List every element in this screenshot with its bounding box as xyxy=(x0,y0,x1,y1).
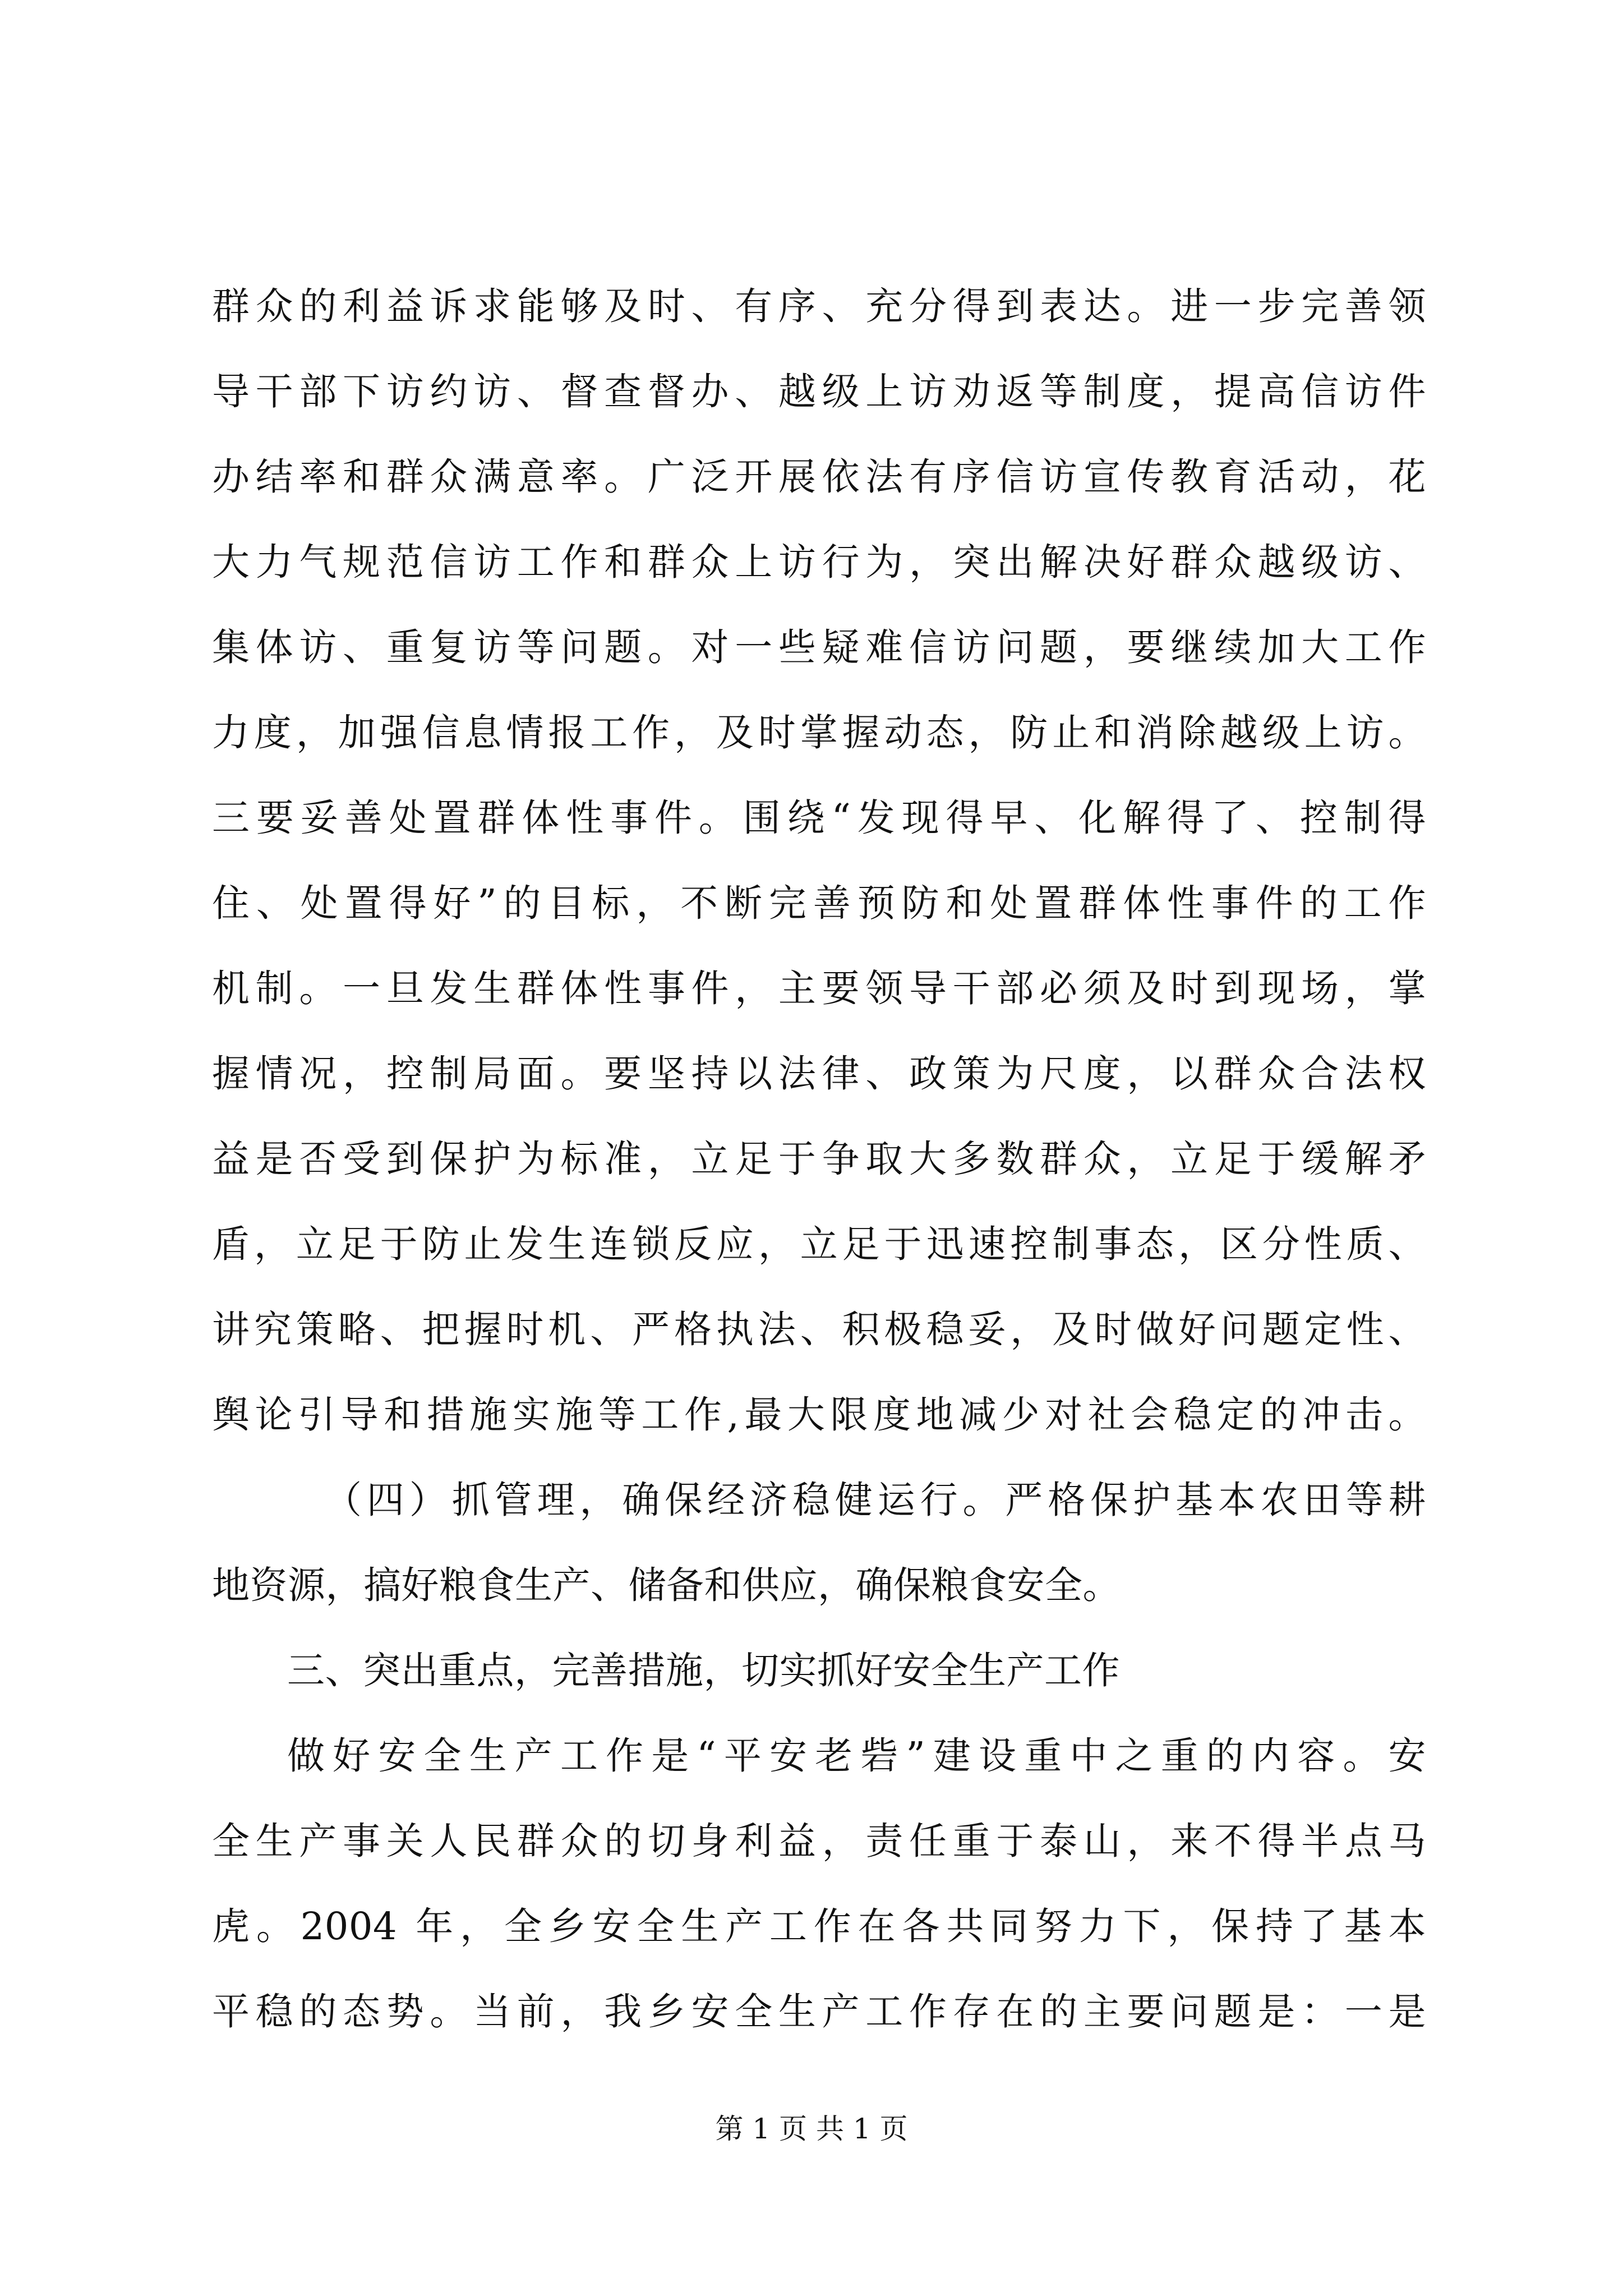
text-line: 益是否受到保护为标准，立足于争取大多数群众，立足于缓解矛 xyxy=(212,1137,1426,1181)
text-line: 群众的利益诉求能够及时、有序、充分得到表达。进一步完善领 xyxy=(212,284,1426,328)
text-line: 大力气规范信访工作和群众上访行为，突出解决好群众越级访、 xyxy=(212,540,1426,584)
text-line-paragraph-start: （四）抓管理，确保经济稳健运行。严格保护基本农田等耕 xyxy=(324,1478,1426,1522)
text-line: 虎。2004 年，全乡安全生产工作在各共同努力下，保持了基本 xyxy=(212,1904,1426,1948)
text-line: 机制。一旦发生群体性事件，主要领导干部必须及时到现场，掌 xyxy=(212,967,1426,1010)
text-line: 导干部下访约访、督查督办、越级上访劝返等制度，提高信访件 xyxy=(212,370,1426,413)
page-footer: 第 1 页 共 1 页 xyxy=(715,2113,908,2145)
section-heading: 三、突出重点，完善措施，切实抓好安全生产工作 xyxy=(287,1649,1120,1692)
text-line: 讲究策略、把握时机、严格执法、积极稳妥，及时做好问题定性、 xyxy=(212,1308,1426,1351)
text-line: 三要妥善处置群体性事件。围绕“发现得早、化解得了、控制得 xyxy=(212,796,1426,840)
text-line: 平稳的态势。当前，我乡安全生产工作存在的主要问题是：一是 xyxy=(212,1990,1426,2033)
text-line: 力度，加强信息情报工作，及时掌握动态，防止和消除越级上访。 xyxy=(212,711,1426,754)
body-text xyxy=(212,264,1426,2054)
text-line-paragraph-start: 做好安全生产工作是“平安老砦”建设重中之重的内容。安 xyxy=(287,1734,1426,1778)
text-line: 地资源，搞好粮食生产、储备和供应，确保粮食安全。 xyxy=(212,1563,1121,1607)
text-line: 盾，立足于防止发生连锁反应，立足于迅速控制事态，区分性质、 xyxy=(212,1222,1426,1266)
text-line: 舆论引导和措施实施等工作,最大限度地减少对社会稳定的冲击。 xyxy=(212,1393,1426,1437)
text-line: 集体访、重复访等问题。对一些疑难信访问题，要继续加大工作 xyxy=(212,625,1426,669)
text-line: 握情况，控制局面。要坚持以法律、政策为尺度，以群众合法权 xyxy=(212,1052,1426,1096)
text-line: 办结率和群众满意率。广泛开展依法有序信访宣传教育活动，花 xyxy=(212,455,1426,499)
text-line: 住、处置得好”的目标，不断完善预防和处置群体性事件的工作 xyxy=(212,881,1426,925)
text-line: 全生产事关人民群众的切身利益，责任重于泰山，来不得半点马 xyxy=(212,1819,1426,1863)
